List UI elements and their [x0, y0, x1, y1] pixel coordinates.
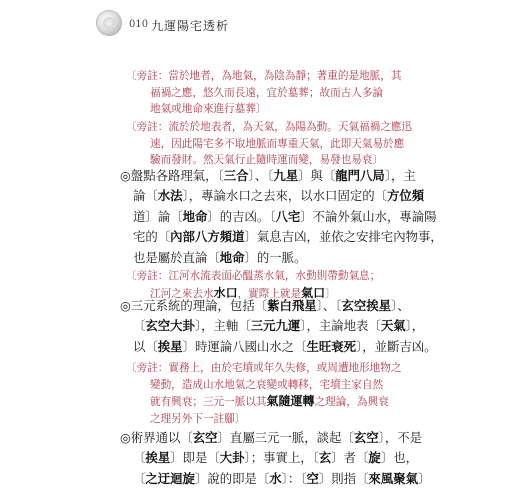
page-number: 010 [129, 19, 149, 30]
note-line: 速，因此陽宅多不取地脈而專重天氣，此即天氣易於應 [150, 137, 405, 150]
key-term: 八宅 [275, 208, 301, 224]
text-line: ◎術界通以〔玄空〕直屬三元一脈，談起〔玄空〕，不是 [120, 430, 422, 445]
text-line: 〔玄空大卦〕，主軸〔三元九運〕，主論地表〔天氣〕， [133, 318, 425, 334]
key-term: 方位頻 [387, 188, 425, 204]
key-term: 水法 [157, 188, 183, 204]
note-line: 驗而發財。然天氣行止隨時運而變，易發也易衰〕 [150, 154, 384, 167]
side-note-heaven-qi [126, 119, 412, 169]
book-title: 九運陽宅透析 [151, 19, 230, 33]
text-line: 也是屬於直論〔地命〕的一脈。 [133, 249, 307, 265]
key-term: 大卦 [219, 450, 245, 466]
key-term: 龍門八局 [335, 168, 385, 183]
key-term: 玄 [318, 450, 332, 466]
text-line: 道〕論〔地命〕的吉凶。〔八宅〕不論外氣山水，專論陽 [133, 208, 437, 224]
yin-yang-logo-icon [96, 10, 122, 36]
key-term: 水口 [213, 285, 238, 300]
text-line: 〔旁註：實務上，由於宅墳或年久失修，或周遭地形地物之 [126, 362, 402, 374]
key-term: 三元九運 [250, 318, 301, 334]
side-note-earth-qi [126, 68, 401, 118]
key-term: 挨星 [145, 450, 171, 466]
text-line: 論〔水法〕，專論水口之去來，以水口固定的〔方位頻 [133, 188, 425, 204]
text-line: 之理另外下一註腳〕 [150, 412, 246, 425]
key-term: 生旺衰死 [306, 338, 357, 354]
key-term: 紫白飛星 [267, 298, 317, 313]
key-term: 氣隨運轉 [266, 394, 315, 409]
text-line: 變動，造成山水地氣之衰變或轉移，宅墳主家自然 [150, 378, 384, 391]
key-term: 挨星 [157, 338, 183, 354]
text-line: ◎盤點各路理氣，〔三合〕、〔九星〕與〔龍門八局〕，主 [120, 168, 416, 183]
key-term: 之迂迴旋 [145, 470, 195, 486]
key-term: 玄空 [192, 430, 218, 445]
text-line: 江河之來去水水口，實際上就是氣口〕 [150, 285, 336, 300]
paragraph-xuan-kong [120, 428, 430, 489]
text-line: 就有興衰；三元一脈以其氣隨運轉之理論，為興衰 [150, 394, 389, 409]
key-term: 玄空 [353, 430, 379, 445]
key-term: 內部八方頻道 [170, 229, 245, 245]
text-line: 〔之迂迴旋〕說的即是〔水〕：〔空〕則指〔來風聚氣〕 [133, 470, 431, 486]
text-line: 宅的〔內部八方頻道〕氣息吉凶，並依之安排宅內物事， [133, 229, 443, 245]
note-line: 福禍之應，悠久而長遠，宜於墓葬；故而古人多論 [150, 86, 384, 99]
key-term: 天氣 [380, 318, 406, 334]
key-term: 地命 [182, 208, 208, 224]
text-line: 〔挨星〕即是〔大卦〕；事實上，〔玄〕者〔旋〕也， [133, 450, 418, 466]
paragraph-qi-schools [120, 166, 443, 268]
key-term: 來風聚氣 [368, 470, 418, 486]
text-line: 〔旁註：江河水流表面必醞蒸水氣，水動則帶動氣息； [126, 270, 381, 282]
note-line: 〔旁註：流於於地表者，為天氣，為陽為動。天氣福禍之應迅 [126, 121, 413, 133]
note-line: 地氣或地命來進行墓葬〕 [150, 103, 267, 116]
key-term: 地命 [219, 249, 245, 265]
key-term: 三合 [223, 168, 249, 183]
key-term: 水 [269, 470, 282, 486]
key-term: 空 [306, 470, 319, 486]
key-term: 玄空大卦 [145, 318, 195, 334]
text-line: ◎三元系統的理論，包括〔紫白飛星〕、〔玄空挨星〕、 [120, 298, 410, 313]
key-term: 氣口 [301, 285, 326, 300]
key-term: 旋 [368, 450, 381, 466]
note-line: 〔旁註：當於地者，為地氣，為陰為靜；著重的是地脈，其 [126, 70, 402, 82]
text-line: 以〔挨星〕時運論八國山水之〔生旺衰死〕，並斷吉凶。 [133, 338, 437, 354]
key-term: 玄空挨星 [341, 298, 392, 313]
side-note-practice [126, 360, 401, 427]
paragraph-three-yuan-system [120, 296, 437, 357]
key-term: 九星 [273, 168, 299, 183]
